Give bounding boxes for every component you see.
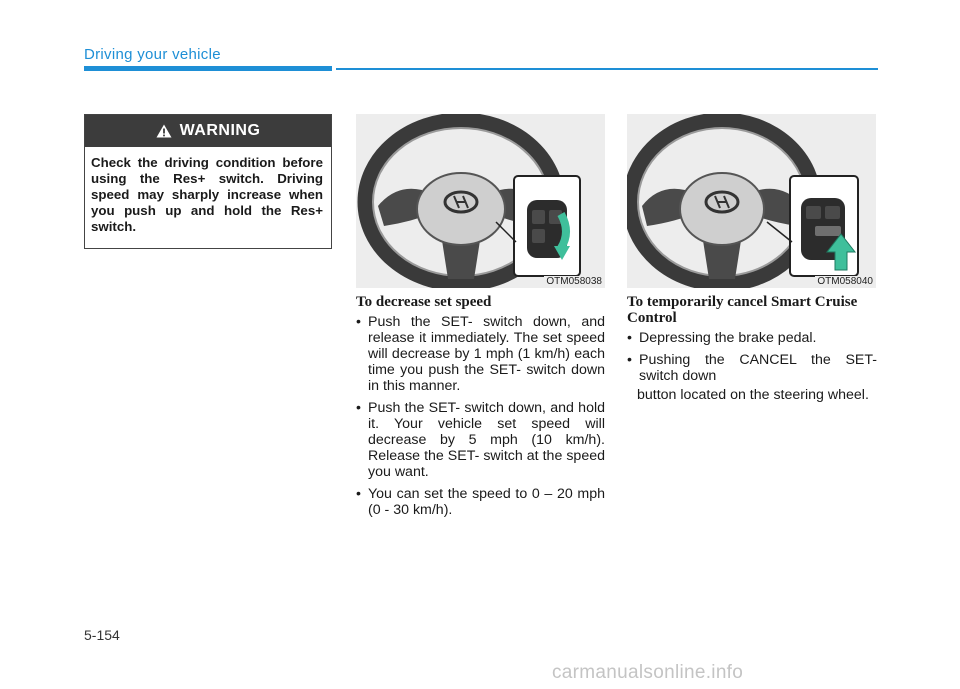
warning-label: WARNING <box>179 122 261 139</box>
figure-code: OTM058040 <box>817 276 873 287</box>
list-item: • Depressing the brake pedal. <box>627 330 877 346</box>
list-cancel-cruise <box>627 330 877 390</box>
page-number: 5-154 <box>84 627 120 643</box>
steering-wheel-set-switch-down-icon <box>356 114 605 288</box>
header-rule-thin <box>336 68 878 70</box>
list-item: • Pushing the CANCEL the SET- switch down <box>627 352 877 384</box>
figure-set-switch-down <box>356 114 605 288</box>
heading-decrease-speed: To decrease set speed <box>356 294 492 310</box>
list-decrease-speed <box>356 314 605 524</box>
section-title: Driving your vehicle <box>84 46 221 63</box>
cancel-continuation: button located on the steering wheel. <box>637 387 869 403</box>
steering-wheel-cancel-button-icon <box>627 114 876 288</box>
list-item: • Push the SET- switch down, and hold it. Your vehicle set speed will decrease by 5 mph (10 km/h). Release the SET- switch at the speed you want. <box>356 400 605 480</box>
warning-text: Check the driving condition before using the Res+ switch. Driving speed may sharply increase when you push up and hold the Res+ switch. <box>91 155 323 234</box>
list-item: • Push the SET- switch down, and release it immediately. The set speed will decrease by 1 mph (1 km/h) each time you push the SET- switch down in this manner. <box>356 314 605 394</box>
warning-header <box>85 115 331 147</box>
warning-triangle-icon <box>156 124 172 138</box>
header-rule-thick <box>84 66 332 71</box>
heading-cancel-cruise: To temporarily cancel Smart Cruise Control <box>627 294 858 326</box>
figure-code: OTM058038 <box>546 276 602 287</box>
list-item: • You can set the speed to 0 – 20 mph (0 - 30 km/h). <box>356 486 605 518</box>
figure-cancel-button <box>627 114 876 288</box>
warning-box <box>84 114 332 249</box>
watermark: carmanualsonline.info <box>552 662 744 683</box>
